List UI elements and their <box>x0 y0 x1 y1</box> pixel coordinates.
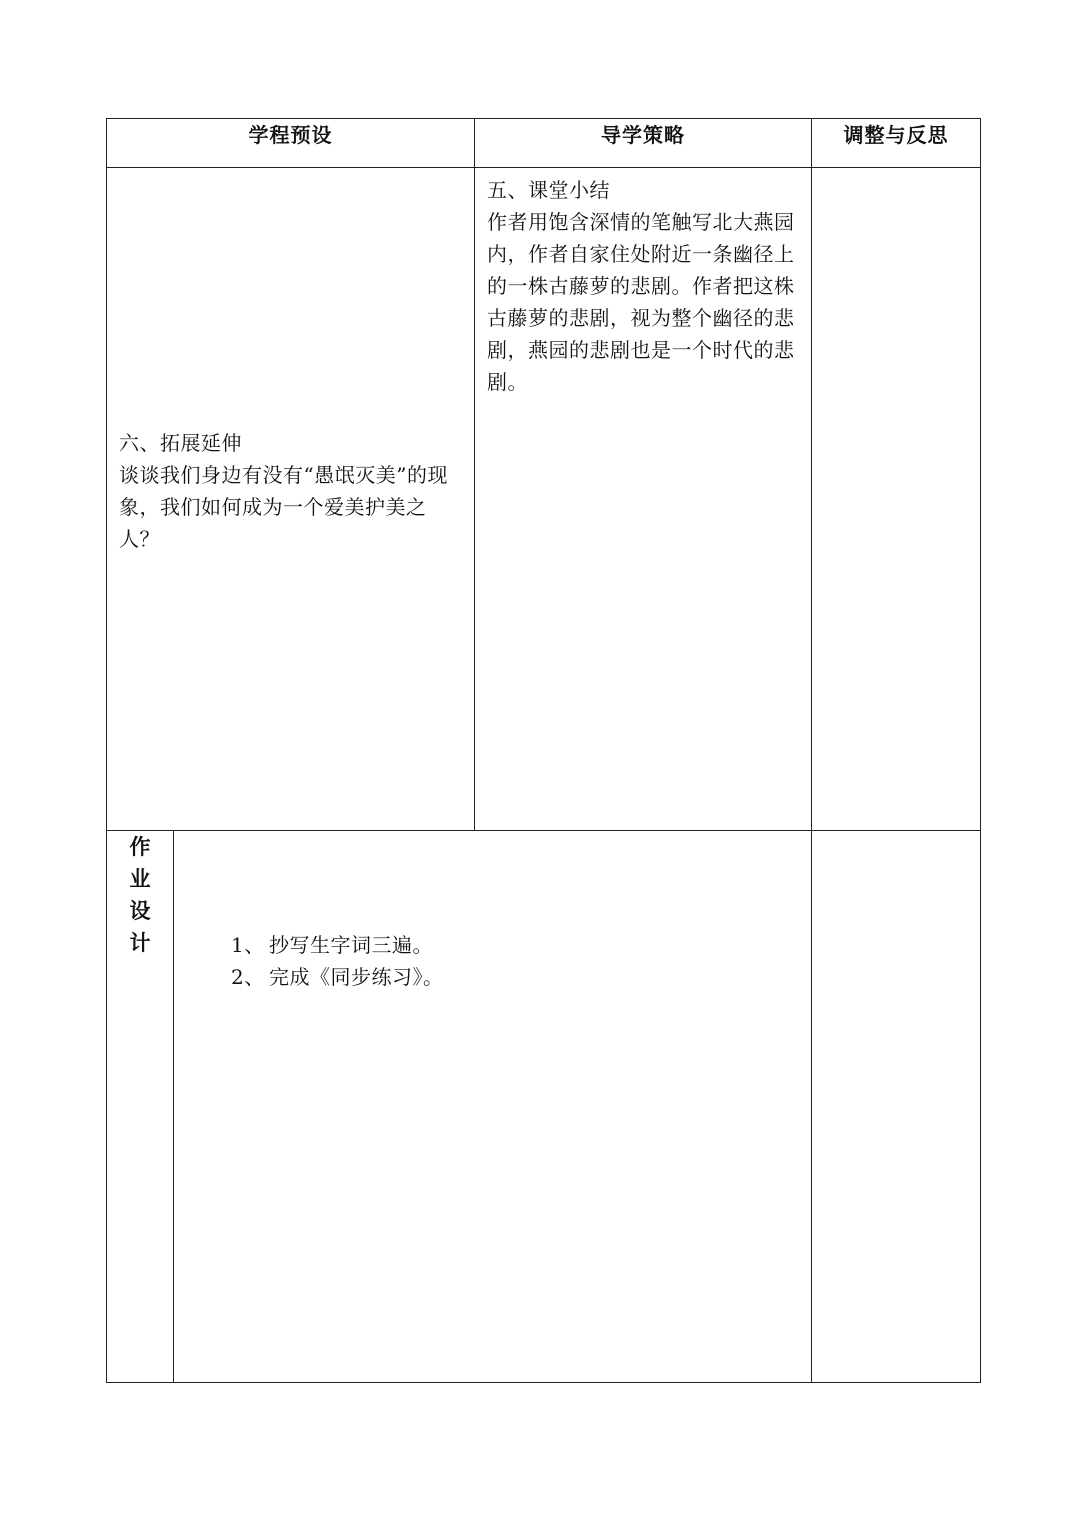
extension-body: 谈谈我们身边有没有“愚氓灭美”的现象，我们如何成为一个爱美护美之人？ <box>119 463 448 551</box>
homework-content-cell <box>174 831 812 1383</box>
homework-reflection-cell <box>812 831 981 1383</box>
header-row <box>107 119 981 168</box>
summary-section <box>475 168 811 398</box>
reflection-cell <box>812 168 981 831</box>
guidance-strategy-cell <box>475 168 812 831</box>
homework-item-number: 1、 <box>231 933 265 957</box>
header-learning-plan: 学程预设 <box>107 119 475 168</box>
homework-item-text: 抄写生字词三遍。 <box>269 933 433 957</box>
extension-title: 六、拓展延伸 <box>119 431 242 455</box>
homework-item-text: 完成《同步练习》。 <box>269 965 444 989</box>
homework-label-cell <box>107 831 174 1383</box>
lesson-plan-table <box>106 118 981 1383</box>
extension-section <box>119 427 464 555</box>
summary-body: 作者用饱含深情的笔触写北大燕园内，作者自家住处附近一条幽径上的一株古藤萝的悲剧。作者把这株古藤萝的悲剧，视为整个幽径的悲剧，燕园的悲剧也是一个时代的悲剧。 <box>487 210 795 394</box>
homework-item <box>231 961 444 993</box>
homework-list <box>231 929 444 993</box>
homework-item <box>231 929 444 961</box>
summary-title: 五、课堂小结 <box>487 178 610 202</box>
homework-item-number: 2、 <box>231 965 265 989</box>
header-adjust-reflect: 调整与反思 <box>812 119 981 168</box>
homework-row <box>107 831 981 1383</box>
content-row <box>107 168 981 831</box>
header-guidance-strategy: 导学策略 <box>475 119 812 168</box>
homework-label: 作业设计 <box>129 835 151 955</box>
learning-plan-cell <box>107 168 475 831</box>
